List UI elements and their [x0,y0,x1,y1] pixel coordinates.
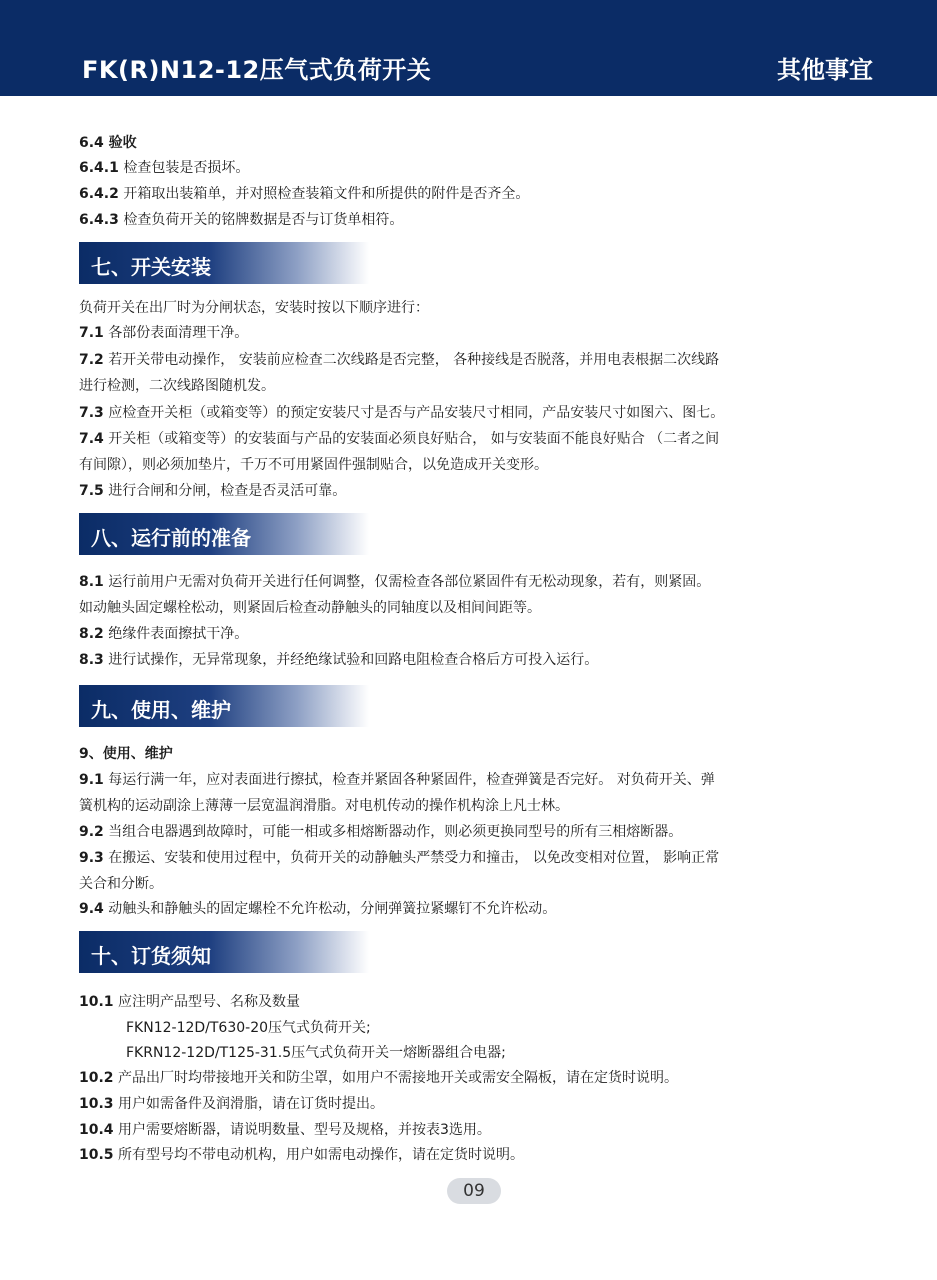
intro-7: 负荷开关在出厂时为分闸状态，安装时按以下顺序进行： [79,300,429,316]
item-9-1-cont: 簧机构的运动副涂上薄薄一层宽温润滑脂。对电机传动的操作机构涂上凡士林。 [79,798,569,814]
item-7-1: 7.1 各部份表面清理干净。 [79,325,249,341]
item-7-3: 7.3 应检查开关柜（或箱变等）的预定安装尺寸是否与产品安装尺寸相同，产品安装尺寸如图六、图七。 [79,405,725,421]
item-10-2: 10.2 产品出厂时均带接地开关和防尘罩，如用户不需接地开关或需安全隔板，请在定货时说明。 [79,1070,678,1086]
heading-9: 9、使用、维护 [79,746,173,762]
section-banner-9: 九、使用、维护 [79,685,369,727]
model-line-2: FKRN12-12D/T125-31.5压气式负荷开关一熔断器组合电器; [126,1045,506,1061]
item-8-1-cont: 如动触头固定螺栓松动，则紧固后检查动静触头的同轴度以及相间间距等。 [79,600,541,616]
item-10-1: 10.1 应注明产品型号、名称及数量 [79,994,300,1010]
section-banner-8: 八、运行前的准备 [79,513,369,555]
item-7-2-cont: 进行检测，二次线路图随机发。 [79,378,275,394]
item-9-3-cont: 关合和分断。 [79,876,163,892]
item-6-4-1: 6.4.1 检查包装是否损坏。 [79,160,250,176]
section-banner-10: 十、订货须知 [79,931,369,973]
item-9-2: 9.2 当组合电器遇到故障时，可能一相或多相熔断器动作，则必须更换同型号的所有三相熔断器。 [79,824,683,840]
section-banner-7: 七、开关安装 [79,242,369,284]
item-8-3: 8.3 进行试操作，无异常现象，并经绝缘试验和回路电阻检查合格后方可投入运行。 [79,652,599,668]
item-6-4-3: 6.4.3 检查负荷开关的铭牌数据是否与订货单相符。 [79,212,404,228]
page-number: 09 [447,1178,501,1204]
item-9-3: 9.3 在搬运、安装和使用过程中，负荷开关的动静触头严禁受力和撞击， 以免改变相对位置， 影响正常 [79,850,720,866]
item-8-2: 8.2 绝缘件表面擦拭干净。 [79,626,249,642]
item-9-1: 9.1 每运行满一年，应对表面进行擦拭，检查并紧固各种紧固件，检查弹簧是否完好。 对负荷开关、弹 [79,772,715,788]
item-10-3: 10.3 用户如需备件及润滑脂，请在订货时提出。 [79,1096,384,1112]
model-line-1: FKN12-12D/T630-20压气式负荷开关; [126,1020,371,1036]
item-7-5: 7.5 进行合闸和分闸，检查是否灵活可靠。 [79,483,347,499]
item-7-4: 7.4 开关柜（或箱变等）的安装面与产品的安装面必须良好贴合， 如与安装面不能良好贴合 （二者之间 [79,431,720,447]
document-title: FK(R)N12-12压气式负荷开关 [82,56,432,84]
item-7-2: 7.2 若开关带电动操作， 安装前应检查二次线路是否完整， 各种接线是否脱落，并用电表根据二次线路 [79,352,720,368]
item-7-4-cont: 有间隙），则必须加垫片，千万不可用紧固件强制贴合，以免造成开关变形。 [79,457,548,473]
heading-6-4: 6.4 验收 [79,135,137,151]
item-6-4-2: 6.4.2 开箱取出装箱单，并对照检查装箱文件和所提供的附件是否齐全。 [79,186,530,202]
item-10-4: 10.4 用户需要熔断器，请说明数量、型号及规格，并按表3选用。 [79,1122,491,1138]
page-header [0,0,937,96]
item-8-1: 8.1 运行前用户无需对负荷开关进行任何调整，仅需检查各部位紧固件有无松动现象，若有，则紧固。 [79,574,711,590]
item-10-5: 10.5 所有型号均不带电动机构，用户如需电动操作，请在定货时说明。 [79,1147,524,1163]
section-title: 其他事宜 [777,56,873,84]
item-9-4: 9.4 动触头和静触头的固定螺栓不允许松动，分闸弹簧拉紧螺钉不允许松动。 [79,901,557,917]
